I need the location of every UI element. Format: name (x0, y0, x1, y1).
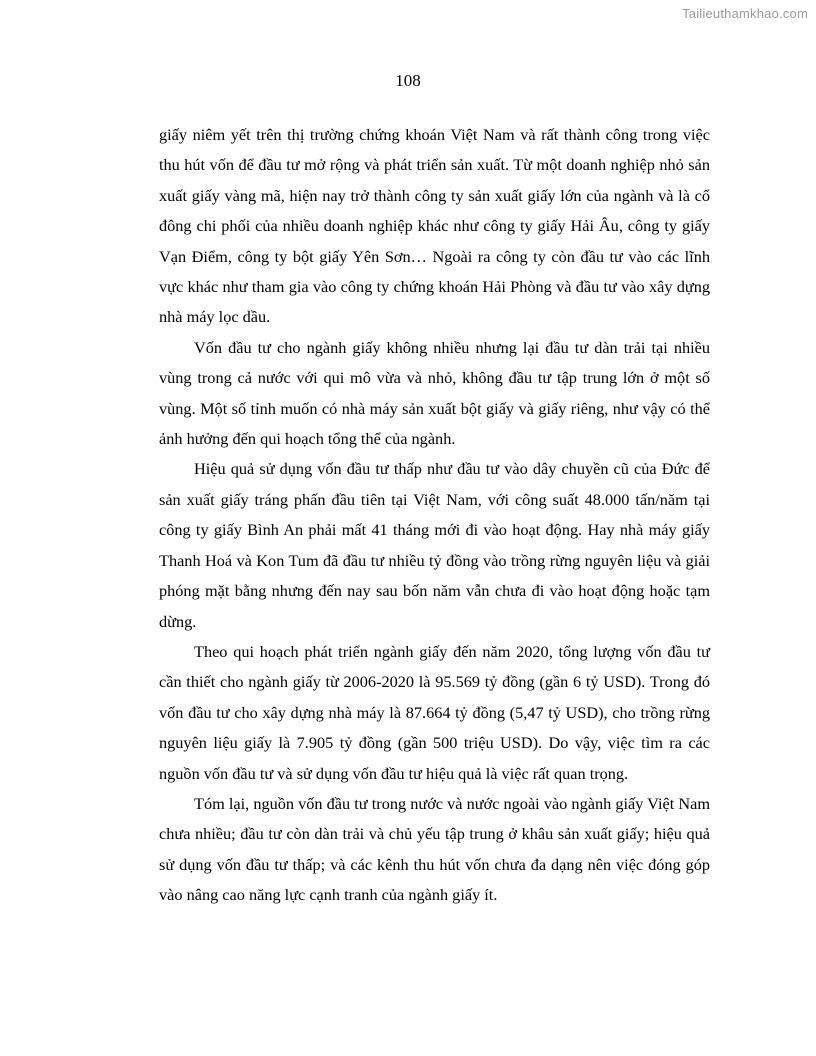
paragraph-continued: giấy niêm yết trên thị trường chứng khoán Việt Nam và rất thành công trong việc thu hút vốn để đầu tư mở rộng và phát triển sản xuất. Từ một doanh nghiệp nhỏ sản xuất giấy vàng mã, hiện nay trở thành công ty sản xuất giấy lớn của ngành và là cổ đông chi phối của nhiều doanh nghiệp khác như công ty giấy Hải Âu, công ty giấy Vạn Điểm, công ty bột giấy Yên Sơn… Ngoài ra công ty còn đầu tư vào các lĩnh vực khác như tham gia vào công ty chứng khoán Hải Phòng và đầu tư vào xây dựng nhà máy lọc dầu. (159, 125, 710, 327)
paragraph: Theo qui hoạch phát triển ngành giấy đến năm 2020, tổng lượng vốn đầu tư cần thiết cho ngành giấy từ 2006-2020 là 95.569 tỷ đồng (gần 6 tỷ USD). Trong đó vốn đầu tư cho xây dựng nhà máy là 87.664 tỷ đồng (5,47 tỷ USD), cho trồng rừng nguyên liệu giấy là 7.905 tỷ đồng (gần 500 triệu USD). Do vậy, việc tìm ra các nguồn vốn đầu tư và sử dụng vốn đầu tư hiệu quả là việc rất quan trọng. (159, 641, 710, 783)
watermark: Tailieuthamkhao.com (682, 6, 808, 21)
document-body (159, 120, 710, 911)
page-number: 108 (395, 71, 421, 90)
paragraph: Tóm lại, nguồn vốn đầu tư trong nước và nước ngoài vào ngành giấy Việt Nam chưa nhiều; đầu tư còn dàn trải và chủ yếu tập trung ở khâu sản xuất giấy; hiệu quả sử dụng vốn đầu tư thấp; và các kênh thu hút vốn chưa đa dạng nên việc đóng góp vào nâng cao năng lực cạnh tranh của ngành giấy ít. (159, 793, 710, 905)
paragraph: Vốn đầu tư cho ngành giấy không nhiều nhưng lại đầu tư dàn trải tại nhiều vùng trong cả nước với qui mô vừa và nhỏ, không đầu tư tập trung lớn ở một số vùng. Một số tỉnh muốn có nhà máy sản xuất bột giấy và giấy riêng, như vậy có thể ảnh hưởng đến qui hoạch tổng thể của ngành. (159, 337, 710, 449)
paragraph: Hiệu quả sử dụng vốn đầu tư thấp như đầu tư vào dây chuyền cũ của Đức để sản xuất giấy tráng phấn đầu tiên tại Việt Nam, với công suất 48.000 tấn/năm tại công ty giấy Bình An phải mất 41 tháng mới đi vào hoạt động. Hay nhà máy giấy Thanh Hoá và Kon Tum đã đầu tư nhiều tỷ đồng vào trồng rừng nguyên liệu và giải phóng mặt bằng nhưng đến nay sau bốn năm vẫn chưa đi vào hoạt động hoặc tạm dừng. (159, 459, 710, 631)
